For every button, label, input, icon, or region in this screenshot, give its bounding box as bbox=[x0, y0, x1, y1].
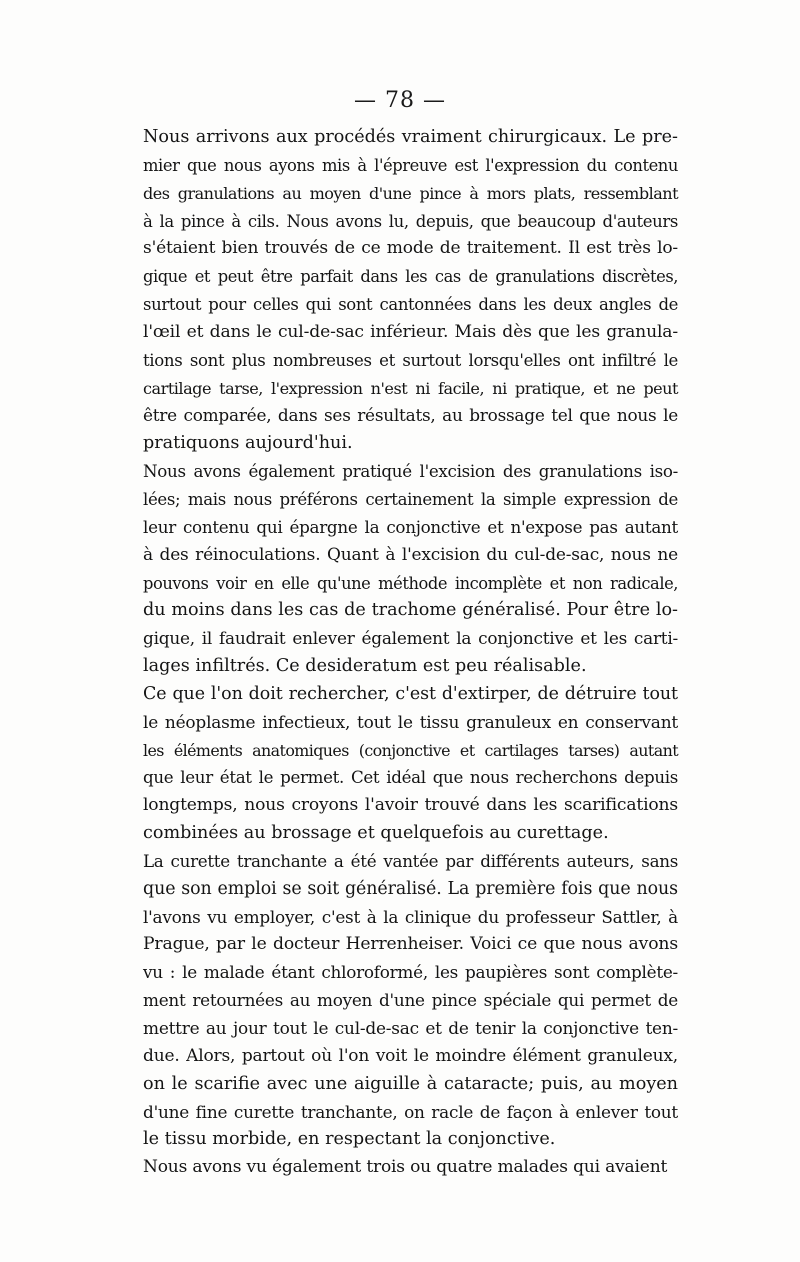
body-text bbox=[143, 124, 678, 1182]
text-line: le néoplasme infectieux, tout le tissu granuleux en conservant bbox=[143, 711, 678, 732]
text-line: mettre au jour tout le cul-de-sac et de tenir la conjonctive ten- bbox=[143, 1018, 678, 1038]
text-line: Nous avons vu également trois ou quatre malades qui avaient bbox=[143, 1157, 668, 1178]
text-line: on le scarifie avec une aiguille à cataracte; puis, au moyen bbox=[143, 1073, 678, 1094]
paragraph bbox=[143, 681, 678, 848]
text-line: leur contenu qui épargne la conjonctive et n'expose pas autant bbox=[143, 516, 678, 537]
text-line: pouvons voir en elle qu'une méthode incomplète et non radicale, bbox=[143, 573, 678, 593]
text-line: vu : le malade étant chloroformé, les paupières sont complète- bbox=[143, 962, 678, 983]
text-line: s'étaient bien trouvés de ce mode de traitement. Il est très lo- bbox=[143, 238, 678, 259]
text-line: à la pince à cils. Nous avons lu, depuis, que beaucoup d'auteurs bbox=[143, 211, 678, 231]
text-line: combinées au brossage et quelquefois au curettage. bbox=[143, 823, 609, 844]
text-line: mier que nous ayons mis à l'épreuve est l'expression du contenu bbox=[143, 155, 678, 175]
text-line: La curette tranchante a été vantée par différents auteurs, sans bbox=[143, 850, 678, 871]
paragraph bbox=[143, 124, 678, 458]
text-line: gique et peut être parfait dans les cas de granulations discrètes, bbox=[143, 267, 678, 287]
text-line: du moins dans les cas de trachome généralisé. Pour être lo- bbox=[143, 600, 678, 621]
text-line: les éléments anatomiques (conjonctive et cartilages tarses) autant bbox=[143, 740, 678, 760]
text-line: que leur état le permet. Cet idéal que nous recherchons depuis bbox=[143, 768, 678, 788]
text-line: Nous avons également pratiqué l'excision des granulations iso- bbox=[143, 462, 678, 482]
paragraph bbox=[143, 848, 678, 1154]
text-line: surtout pour celles qui sont cantonnées dans les deux angles de bbox=[143, 295, 678, 315]
text-line: des granulations au moyen d'une pince à mors plats, ressemblant bbox=[143, 183, 678, 203]
text-line: gique, il faudrait enlever également la conjonctive et les carti- bbox=[143, 628, 678, 649]
page-number: — 78 — bbox=[354, 88, 446, 113]
text-line: le tissu morbide, en respectant la conjonctive. bbox=[143, 1129, 556, 1150]
text-line: lées; mais nous préférons certainement la simple expression de bbox=[143, 489, 678, 509]
text-line: tions sont plus nombreuses et surtout lorsqu'elles ont infiltré le bbox=[143, 350, 678, 370]
paragraph bbox=[143, 458, 678, 681]
text-line: l'avons vu employer, c'est à la clinique du professeur Sattler, à bbox=[143, 906, 678, 927]
text-line: longtemps, nous croyons l'avoir trouvé dans les scarifications bbox=[143, 795, 678, 816]
text-line: Prague, par le docteur Herrenheiser. Voici ce que nous avons bbox=[143, 934, 678, 955]
text-line: l'œil et dans le cul-de-sac inférieur. Mais dès que les granula- bbox=[143, 321, 678, 342]
text-line: ment retournées au moyen d'une pince spéciale qui permet de bbox=[143, 990, 678, 1011]
text-line: Nous arrivons aux procédés vraiment chirurgicaux. Le pre- bbox=[143, 127, 678, 147]
text-line: d'une fine curette tranchante, on racle de façon à enlever tout bbox=[143, 1101, 678, 1122]
text-line: être comparée, dans ses résultats, au brossage tel que nous le bbox=[143, 405, 678, 426]
text-line: pratiquons aujourd'hui. bbox=[143, 433, 353, 454]
text-line: que son emploi se soit généralisé. La première fois que nous bbox=[143, 878, 678, 899]
text-line: due. Alors, partout où l'on voit le moindre élément granuleux, bbox=[143, 1045, 678, 1066]
text-line: à des réinoculations. Quant à l'excision du cul-de-sac, nous ne bbox=[143, 544, 678, 565]
text-line: Ce que l'on doit rechercher, c'est d'extirper, de détruire tout bbox=[143, 683, 678, 704]
paragraph bbox=[143, 1154, 678, 1182]
text-line: lages infiltrés. Ce desideratum est peu réalisable. bbox=[143, 656, 587, 677]
text-line: cartilage tarse, l'expression n'est ni facile, ni pratique, et ne peut bbox=[143, 378, 678, 398]
